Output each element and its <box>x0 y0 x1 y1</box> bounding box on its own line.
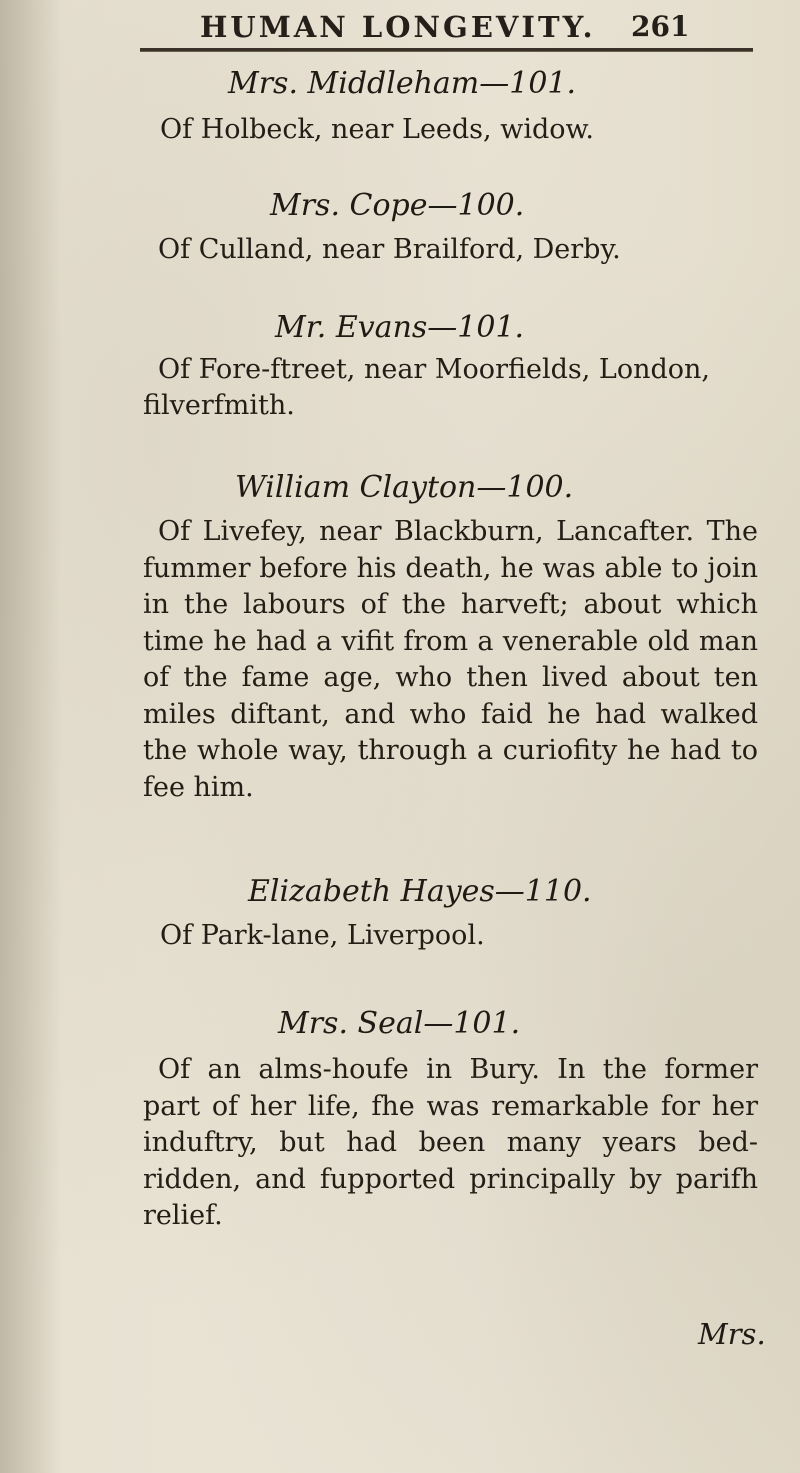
entry-text-evans-line2: filverfmith. <box>143 390 295 421</box>
entry-heading-seal: Mrs. Seal—101. <box>278 1006 521 1041</box>
entry-text-evans-line1: Of Fore-ftreet, near Moorfields, London, <box>158 354 710 385</box>
entry-heading-cope: Mrs. Cope—100. <box>270 188 525 223</box>
catchword: Mrs. <box>698 1317 766 1351</box>
page-number: 261 <box>631 10 690 43</box>
entry-paragraph-seal: Of an alms-houfe in Bury. In the former part of her life, fhe was remarkable for her induftry, but had been many years bed-ridden, and fupported principally by parifh relief. <box>143 1054 758 1231</box>
binding-shadow <box>0 0 60 1473</box>
header-rule <box>140 48 753 52</box>
running-title: HUMAN LONGEVITY. <box>200 10 596 44</box>
entry-heading-evans: Mr. Evans—101. <box>275 310 525 345</box>
entry-heading-clayton: William Clayton—100. <box>235 470 574 505</box>
entry-heading-hayes: Elizabeth Hayes—110. <box>248 874 592 909</box>
entry-text-middleham: Of Holbeck, near Leeds, widow. <box>160 114 594 145</box>
entry-text-hayes: Of Park-lane, Liverpool. <box>160 920 485 951</box>
entry-text-cope: Of Culland, near Brailford, Derby. <box>158 234 621 265</box>
page-header <box>200 10 760 50</box>
entry-heading-middleham: Mrs. Middleham—101. <box>228 66 577 101</box>
entry-paragraph-clayton: Of Livefey, near Blackburn, Lancafter. The fummer before his death, he was able to join in the labours of the harveft; about which time he had a vifit from a venerable old man of the fame age, who then lived about ten miles diftant, and who faid he had walked the whole way, through a curiofity he had to fee him. <box>143 516 758 803</box>
